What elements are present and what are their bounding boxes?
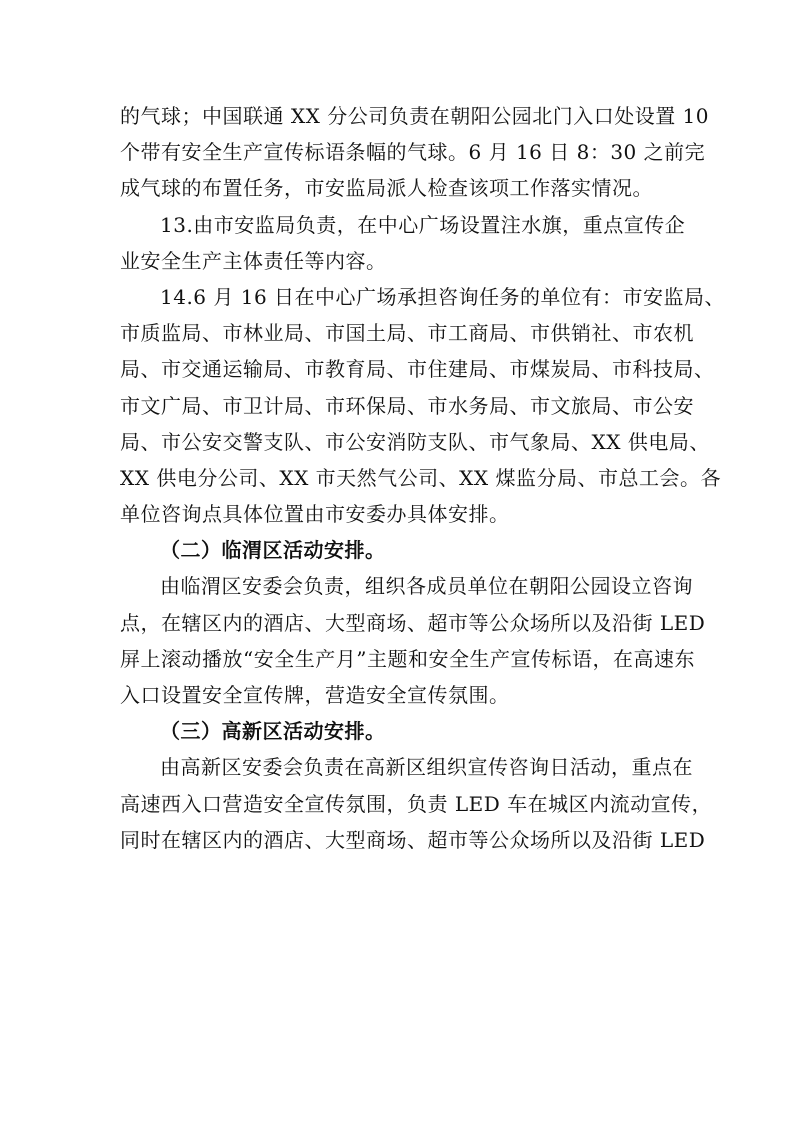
text-line: 成气球的布置任务，市安监局派人检查该项工作落实情况。 xyxy=(120,176,653,201)
text-line: 由高新区安委会负责在高新区组织宣传咨询日活动，重点在 xyxy=(160,755,693,780)
text-line: 局、市交通运输局、市教育局、市住建局、市煤炭局、市科技局、 xyxy=(120,357,715,382)
text-line: 个带有安全生产宣传标语条幅的气球。6 月 16 日 8：30 之前完 xyxy=(120,140,706,165)
text-line: 屏上滚动播放“安全生产月”主题和安全生产宣传标语，在高速东 xyxy=(120,646,695,671)
text-line: 市文广局、市卫计局、市环保局、市水务局、市文旅局、市公安 xyxy=(120,393,694,418)
text-line: 14.6 月 16 日在中心广场承担咨询任务的单位有：市安监局、 xyxy=(160,284,726,309)
text-line: 高速西入口营造安全宣传氛围，负责 LED 车在城区内流动宣传， xyxy=(120,791,713,816)
text-line: 点，在辖区内的酒店、大型商场、超市等公众场所以及沿街 LED xyxy=(120,610,706,635)
text-line: 业安全生产主体责任等内容。 xyxy=(120,248,387,273)
section-heading: （三）高新区活动安排。 xyxy=(160,719,386,744)
text-line: 单位咨询点具体位置由市安委办具体安排。 xyxy=(120,502,510,527)
text-line: 局、市公安交警支队、市公安消防支队、市气象局、XX 供电局、 xyxy=(120,429,710,454)
text-line: 市质监局、市林业局、市国土局、市工商局、市供销社、市农机 xyxy=(120,321,694,346)
text-line: 同时在辖区内的酒店、大型商场、超市等公众场所以及沿街 LED xyxy=(120,827,706,852)
text-line: 13.由市安监局负责，在中心广场设置注水旗，重点宣传企 xyxy=(160,212,686,237)
text-line: XX 供电分公司、XX 市天然气公司、XX 煤监分局、市总工会。各 xyxy=(120,465,722,490)
document-body xyxy=(120,98,726,858)
text-line: 的气球；中国联通 XX 分公司负责在朝阳公园北门入口处设置 10 xyxy=(120,104,709,128)
text-line: 入口设置安全宣传牌，营造安全宣传氛围。 xyxy=(120,683,510,707)
text-line: 由临渭区安委会负责，组织各成员单位在朝阳公园设立咨询 xyxy=(160,574,693,599)
section-heading: （二）临渭区活动安排。 xyxy=(160,538,386,563)
